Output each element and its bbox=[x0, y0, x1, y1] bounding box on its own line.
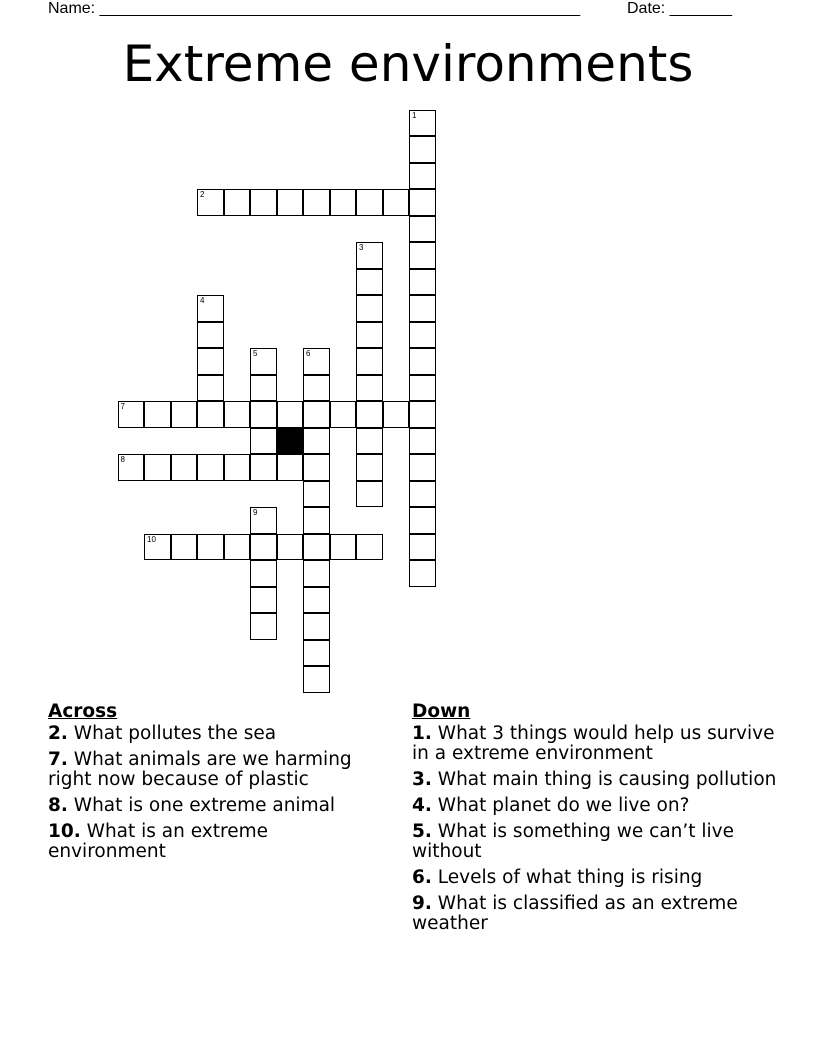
answer-cell[interactable] bbox=[118, 401, 145, 428]
clue-number: 4. bbox=[412, 795, 432, 816]
across-clues bbox=[48, 702, 388, 868]
down-clue bbox=[412, 724, 782, 764]
answer-cell[interactable] bbox=[409, 348, 436, 375]
answer-cell[interactable] bbox=[118, 454, 145, 481]
answer-cell[interactable] bbox=[250, 613, 277, 640]
clue-number-label: 1 bbox=[412, 110, 417, 120]
clue-text: What pollutes the sea bbox=[67, 723, 277, 744]
answer-cell[interactable] bbox=[356, 375, 383, 402]
answer-cell[interactable] bbox=[250, 507, 277, 534]
down-clue bbox=[412, 822, 782, 862]
answer-cell[interactable] bbox=[197, 189, 224, 216]
clue-text: What main thing is causing pollution bbox=[431, 769, 777, 790]
answer-cell[interactable] bbox=[303, 666, 330, 693]
answer-cell[interactable] bbox=[197, 401, 224, 428]
across-clue bbox=[48, 822, 388, 862]
answer-cell[interactable] bbox=[303, 481, 330, 508]
answer-cell[interactable] bbox=[303, 348, 330, 375]
answer-cell[interactable] bbox=[383, 401, 410, 428]
answer-cell[interactable] bbox=[171, 534, 198, 561]
answer-cell[interactable] bbox=[303, 534, 330, 561]
clue-number-label: 4 bbox=[200, 296, 205, 305]
answer-cell[interactable] bbox=[409, 242, 436, 269]
answer-cell[interactable] bbox=[303, 401, 330, 428]
answer-cell[interactable] bbox=[409, 269, 436, 296]
across-clue bbox=[48, 724, 388, 744]
answer-cell[interactable] bbox=[383, 189, 410, 216]
answer-cell[interactable] bbox=[303, 375, 330, 402]
clue-number-label: 6 bbox=[306, 349, 311, 358]
answer-cell[interactable] bbox=[144, 401, 171, 428]
page-title: Extreme environments bbox=[122, 35, 694, 93]
clue-text: What is one extreme animal bbox=[67, 795, 336, 816]
answer-cell[interactable] bbox=[409, 163, 436, 190]
answer-cell[interactable] bbox=[250, 401, 277, 428]
answer-cell[interactable] bbox=[250, 534, 277, 561]
down-heading: Down bbox=[412, 701, 471, 722]
across-heading: Across bbox=[48, 701, 118, 722]
clue-number-label: 5 bbox=[253, 349, 258, 358]
answer-cell[interactable] bbox=[409, 189, 436, 216]
answer-cell[interactable] bbox=[409, 428, 436, 455]
answer-cell[interactable] bbox=[356, 348, 383, 375]
answer-cell[interactable] bbox=[303, 640, 330, 667]
answer-cell[interactable] bbox=[224, 534, 251, 561]
answer-cell[interactable] bbox=[303, 507, 330, 534]
answer-cell[interactable] bbox=[409, 560, 436, 587]
answer-cell[interactable] bbox=[171, 401, 198, 428]
answer-cell[interactable] bbox=[224, 189, 251, 216]
clue-number: 9. bbox=[412, 893, 432, 914]
answer-cell[interactable] bbox=[409, 534, 436, 561]
clue-text: What is classified as an extreme weather bbox=[412, 893, 738, 934]
answer-cell[interactable] bbox=[356, 534, 383, 561]
answer-cell[interactable] bbox=[197, 454, 224, 481]
answer-cell[interactable] bbox=[356, 322, 383, 349]
clue-number: 7. bbox=[48, 749, 68, 770]
answer-cell[interactable] bbox=[330, 401, 357, 428]
blocked-cell bbox=[277, 428, 304, 455]
answer-cell[interactable] bbox=[277, 534, 304, 561]
answer-cell[interactable] bbox=[277, 454, 304, 481]
clue-number: 3. bbox=[412, 769, 432, 790]
clue-number-label: 9 bbox=[253, 508, 258, 517]
down-clue bbox=[412, 894, 782, 934]
answer-cell[interactable] bbox=[409, 110, 436, 137]
answer-cell[interactable] bbox=[303, 428, 330, 455]
answer-cell[interactable] bbox=[409, 322, 436, 349]
answer-cell[interactable] bbox=[409, 136, 436, 163]
answer-cell[interactable] bbox=[303, 189, 330, 216]
answer-cell[interactable] bbox=[409, 401, 436, 428]
clue-number: 2. bbox=[48, 723, 68, 744]
clue-number: 1. bbox=[412, 723, 432, 744]
answer-cell[interactable] bbox=[277, 401, 304, 428]
clue-number: 5. bbox=[412, 821, 432, 842]
answer-cell[interactable] bbox=[356, 481, 383, 508]
clue-number-label: 7 bbox=[120, 402, 125, 411]
clue-text: What is an extreme environment bbox=[48, 821, 268, 862]
answer-cell[interactable] bbox=[330, 189, 357, 216]
answer-cell[interactable] bbox=[250, 189, 277, 216]
answer-cell[interactable] bbox=[409, 295, 436, 322]
answer-cell[interactable] bbox=[224, 401, 251, 428]
down-clue bbox=[412, 796, 782, 816]
answer-cell[interactable] bbox=[197, 295, 224, 322]
clue-number: 8. bbox=[48, 795, 68, 816]
clue-number: 10. bbox=[48, 821, 81, 842]
answer-cell[interactable] bbox=[356, 269, 383, 296]
answer-cell[interactable] bbox=[197, 534, 224, 561]
answer-cell[interactable] bbox=[250, 454, 277, 481]
clue-number-label: 3 bbox=[359, 243, 364, 252]
answer-cell[interactable] bbox=[356, 295, 383, 322]
clue-text: What planet do we live on? bbox=[431, 795, 690, 816]
answer-cell[interactable] bbox=[409, 507, 436, 534]
clue-text: What is something we can’t live without bbox=[412, 821, 735, 862]
answer-cell[interactable] bbox=[356, 454, 383, 481]
clue-text: What 3 things would help us survive in a extreme environment bbox=[412, 723, 775, 764]
answer-cell[interactable] bbox=[409, 216, 436, 243]
answer-cell[interactable] bbox=[144, 534, 171, 561]
answer-cell[interactable] bbox=[250, 348, 277, 375]
answer-cell[interactable] bbox=[171, 454, 198, 481]
answer-cell[interactable] bbox=[356, 428, 383, 455]
answer-cell[interactable] bbox=[250, 428, 277, 455]
answer-cell[interactable] bbox=[303, 560, 330, 587]
answer-cell[interactable] bbox=[303, 454, 330, 481]
answer-cell[interactable] bbox=[224, 454, 251, 481]
down-clue bbox=[412, 770, 782, 790]
answer-cell[interactable] bbox=[409, 481, 436, 508]
answer-cell[interactable] bbox=[330, 534, 357, 561]
answer-cell[interactable] bbox=[250, 375, 277, 402]
answer-cell[interactable] bbox=[197, 375, 224, 402]
answer-cell[interactable] bbox=[303, 587, 330, 614]
answer-cell[interactable] bbox=[144, 454, 171, 481]
name-field-line: Name: ______________________________________________________ bbox=[48, 0, 581, 17]
answer-cell[interactable] bbox=[409, 454, 436, 481]
clue-number-label: 2 bbox=[200, 190, 205, 199]
answer-cell[interactable] bbox=[356, 242, 383, 269]
down-clue bbox=[412, 868, 782, 888]
answer-cell[interactable] bbox=[250, 560, 277, 587]
across-clue bbox=[48, 796, 388, 816]
clue-number: 6. bbox=[412, 867, 432, 888]
answer-cell[interactable] bbox=[356, 401, 383, 428]
clue-text: Levels of what thing is rising bbox=[431, 867, 703, 888]
across-clue bbox=[48, 750, 388, 790]
answer-cell[interactable] bbox=[197, 322, 224, 349]
answer-cell[interactable] bbox=[303, 613, 330, 640]
clue-text: What animals are we harming right now because of plastic bbox=[48, 749, 352, 790]
down-clues bbox=[412, 702, 782, 940]
answer-cell[interactable] bbox=[409, 375, 436, 402]
answer-cell[interactable] bbox=[356, 189, 383, 216]
clue-number-label: 10 bbox=[147, 534, 156, 544]
answer-cell[interactable] bbox=[250, 587, 277, 614]
clue-number-label: 8 bbox=[120, 455, 125, 464]
answer-cell[interactable] bbox=[197, 348, 224, 375]
answer-cell[interactable] bbox=[277, 189, 304, 216]
date-field-line: Date: _______ bbox=[627, 0, 732, 17]
